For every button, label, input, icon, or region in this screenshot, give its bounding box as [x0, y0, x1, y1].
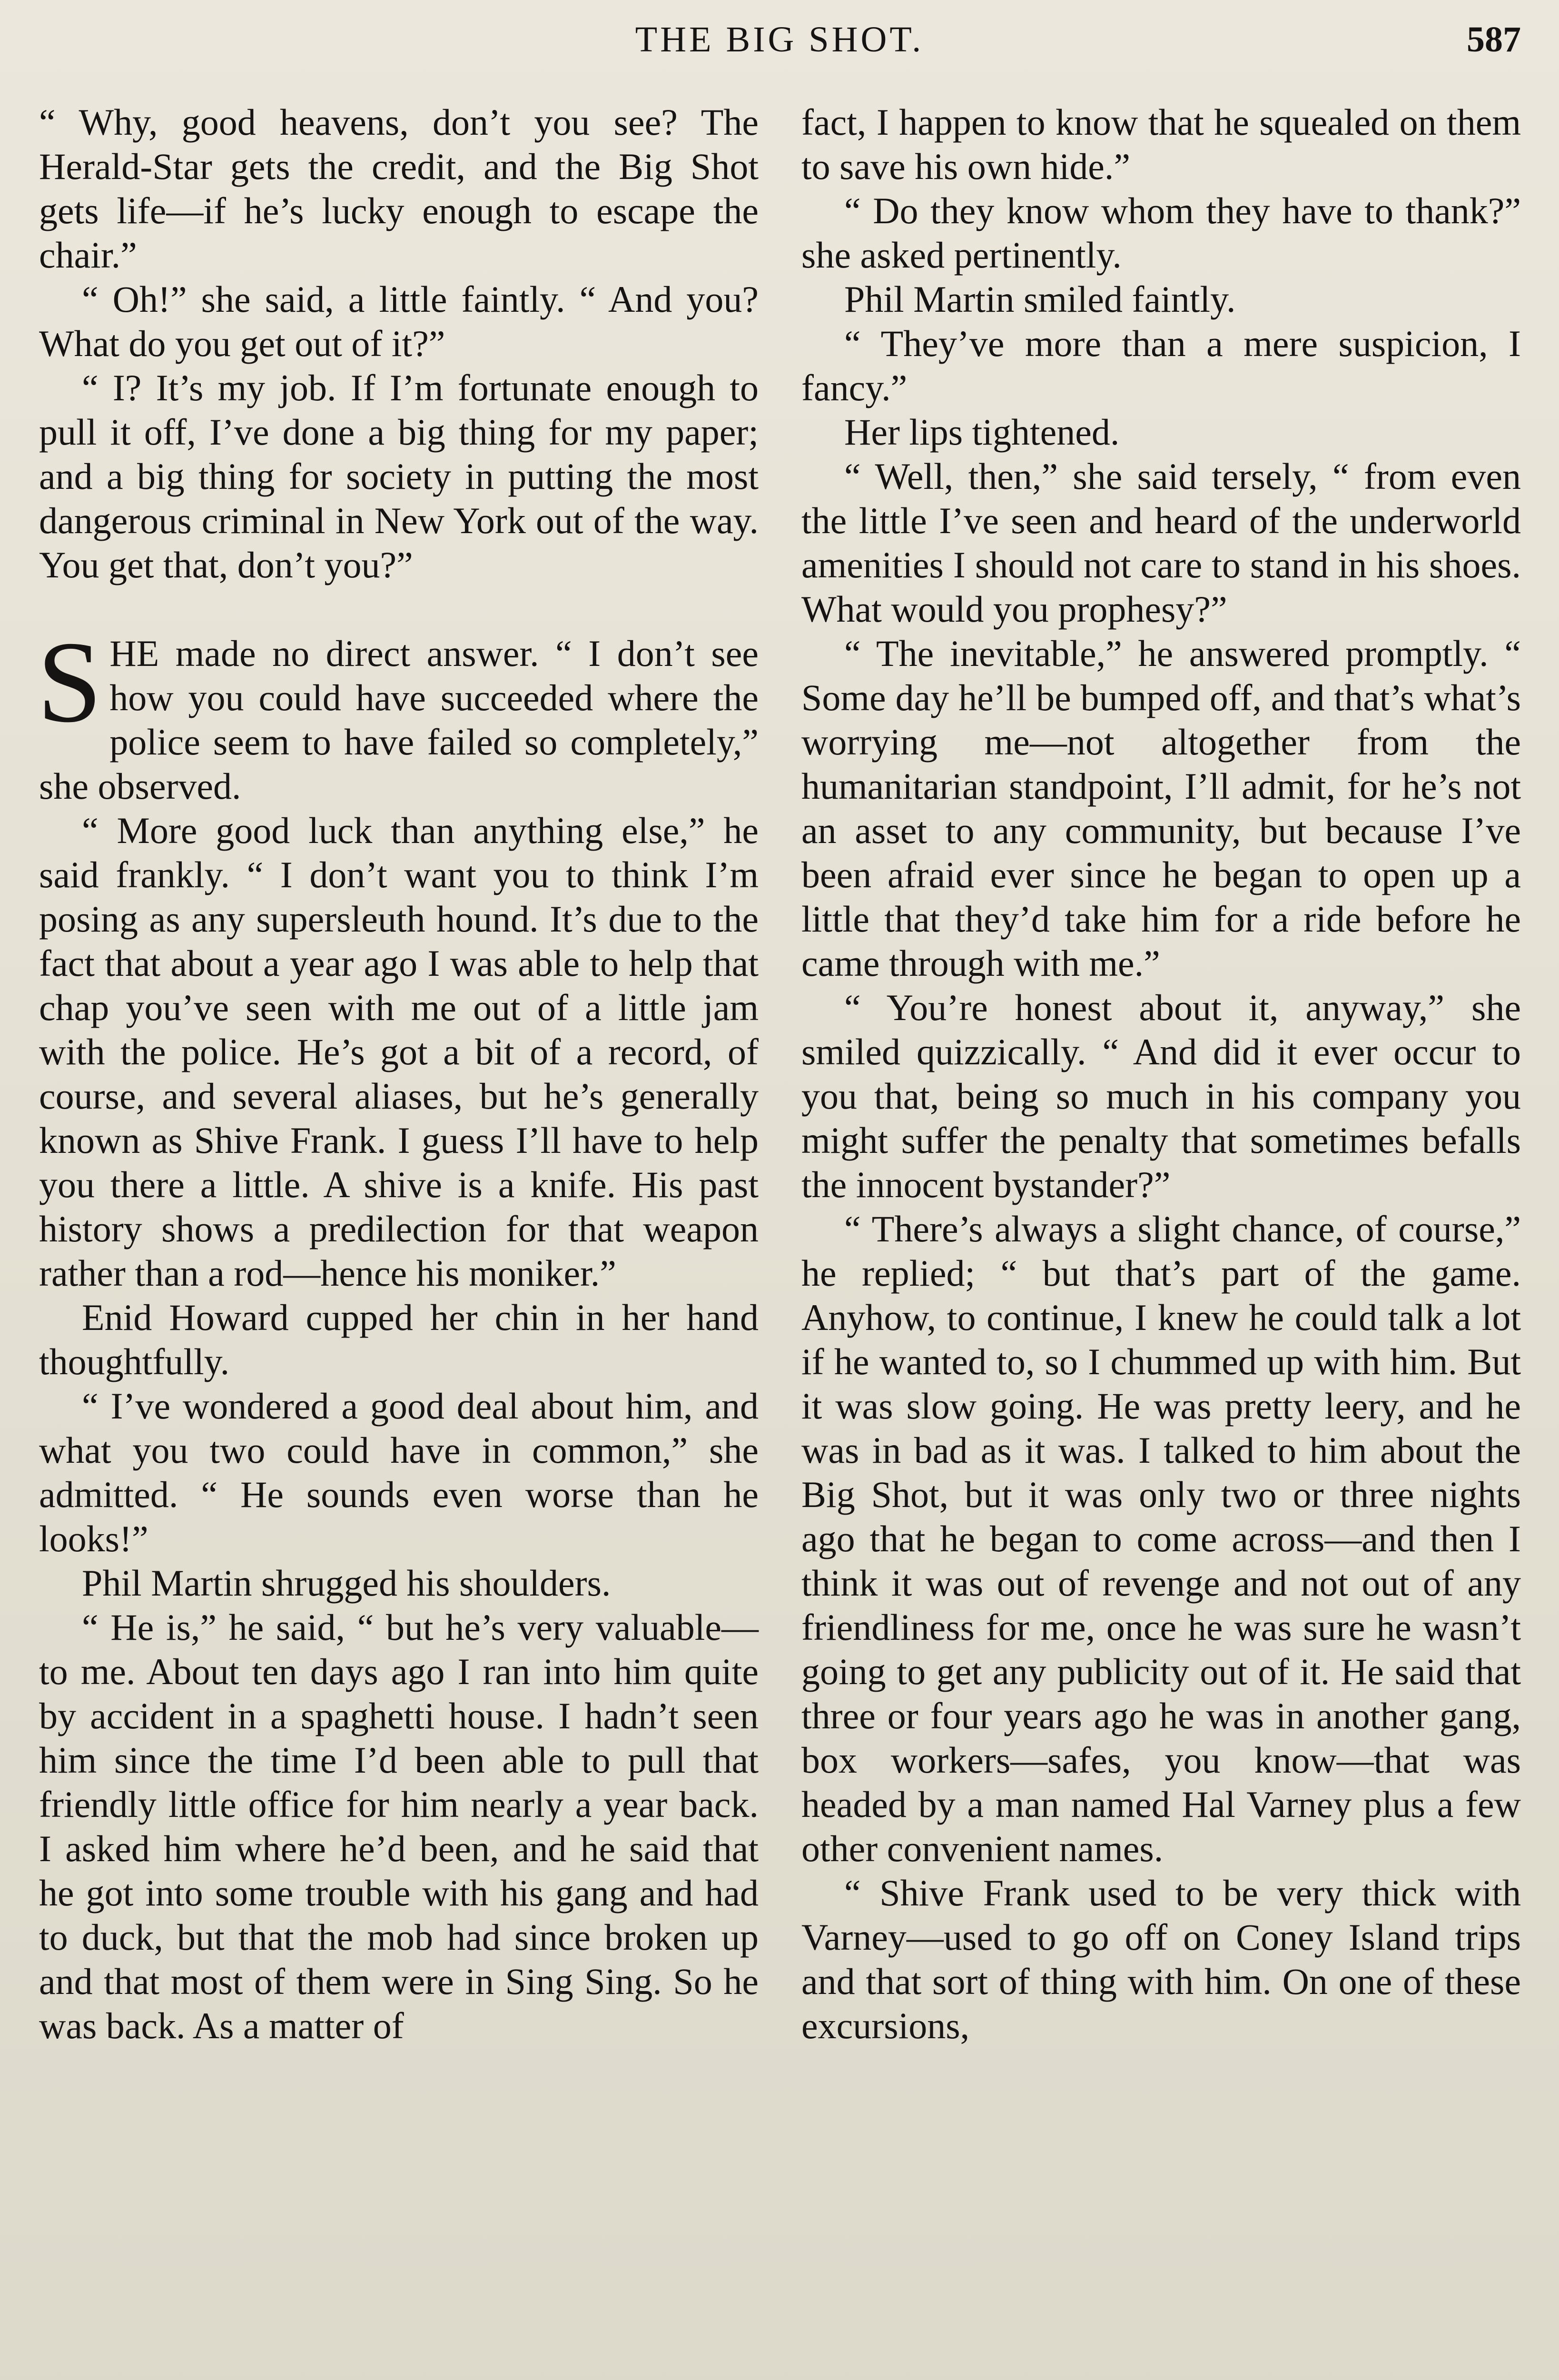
paragraph: “ You’re honest about it, anyway,” she smiled quizzically. “ And did it ever occur to you that, being so much in his company you might suffer the penalty that sometimes befalls the innocent bystander?”	[801, 987, 1521, 1205]
section-opening-text: HE made no direct answer. “ I don’t see how you could have succeeded where the police seem to have failed so completely,” she observed.	[39, 633, 759, 807]
paragraph: “ The inevitable,” he answered promptly. “ Some day he’ll be bumped off, and that’s what’s worrying me—not altogether from the humanitarian standpoint, I’ll admit, for he’s not an asset to any community, but because I’ve been afraid ever since he began to open up a little that they’d take him for a ride before he came through with me.”	[801, 633, 1521, 984]
paragraph: Phil Martin shrugged his shoulders.	[82, 1562, 611, 1604]
running-title: THE BIG SHOT.	[635, 20, 924, 60]
section-opening-paragraph	[37, 617, 759, 808]
paragraph: “ He is,” he said, “ but he’s very valuable—to me. About ten days ago I ran into him quite by accident in a spaghetti house. I hadn’t seen him since the time I’d been able to pull that friendly little office for him nearly a year back. I asked him where he’d been, and he said that he got into some trouble with his gang and had to duck, but that the mob had since broken up and that most of them were in Sing Sing. So he was back. As a matter of	[39, 1606, 759, 2046]
paragraph: “ There’s always a slight chance, of course,” he replied; “ but that’s part of the game. Anyhow, to continue, I knew he could talk a lot if he wanted to, so I chummed up with him. But it was slow going. He was pretty leery, and he was in bad as it was. I talked to him about the Big Shot, but it was only two or three nights ago that he began to come across—and then I think it was out of revenge and not out of any friendliness for me, once he was sure he wasn’t going to get any publicity out of it. He said that three or four years ago he was in another gang, box workers—safes, you know—that was headed by a man named Hal Varney plus a few other convenient names.	[801, 1208, 1521, 1869]
paragraph: “ More good luck than anything else,” he said frankly. “ I don’t want you to think I’m posing as any supersleuth hound. It’s due to the fact that about a year ago I was able to help that chap you’ve seen with me out of a little jam with the police. He’s got a bit of a record, of course, and several aliases, but he’s generally known as Shive Frank. I guess I’ll have to help you there a little. A shive is a knife. His past history shows a predilection for that weapon rather than a rod—hence his moniker.”	[39, 810, 759, 1294]
paragraph: “ I? It’s my job. If I’m fortunate enough to pull it off, I’ve done a big thing for my paper; and a big thing for society in putting the most dangerous criminal in New York out of the way. You get that, don’t you?”	[39, 367, 759, 585]
left-column	[39, 100, 759, 2048]
paragraph: “ Shive Frank used to be very thick with Varney—used to go off on Coney Island trips and that sort of thing with him. On one of these excursions,	[801, 1872, 1521, 2046]
page-number: 587	[1467, 20, 1521, 60]
paragraph: “ Do they know whom they have to thank?” she asked pertinently.	[801, 190, 1521, 276]
paragraph: “ Why, good heavens, don’t you see? The Herald-Star gets the credit, and the Big Shot gets life—if he’s lucky enough to escape the chair.”	[39, 101, 759, 276]
paragraph: “ Oh!” she said, a little faintly. “ And you? What do you get out of it?”	[39, 278, 759, 364]
drop-cap: S	[37, 617, 102, 746]
paragraph: Her lips tightened.	[844, 411, 1120, 453]
running-head	[0, 19, 1559, 71]
right-column	[801, 100, 1521, 2048]
paragraph: “ They’ve more than a mere suspicion, I fancy.”	[801, 323, 1521, 408]
paragraph: “ I’ve wondered a good deal about him, and what you two could have in common,” she admitted. “ He sounds even worse than he looks!”	[39, 1385, 759, 1559]
paragraph: Enid Howard cupped her chin in her hand thoughtfully.	[39, 1297, 759, 1382]
paragraph: Phil Martin smiled faintly.	[844, 278, 1236, 320]
paragraph: “ Well, then,” she said tersely, “ from even the little I’ve seen and heard of the underworld amenities I should not care to stand in his shoes. What would you prophesy?”	[801, 456, 1521, 630]
paragraph: fact, I happen to know that he squealed on them to save his own hide.”	[801, 101, 1521, 187]
